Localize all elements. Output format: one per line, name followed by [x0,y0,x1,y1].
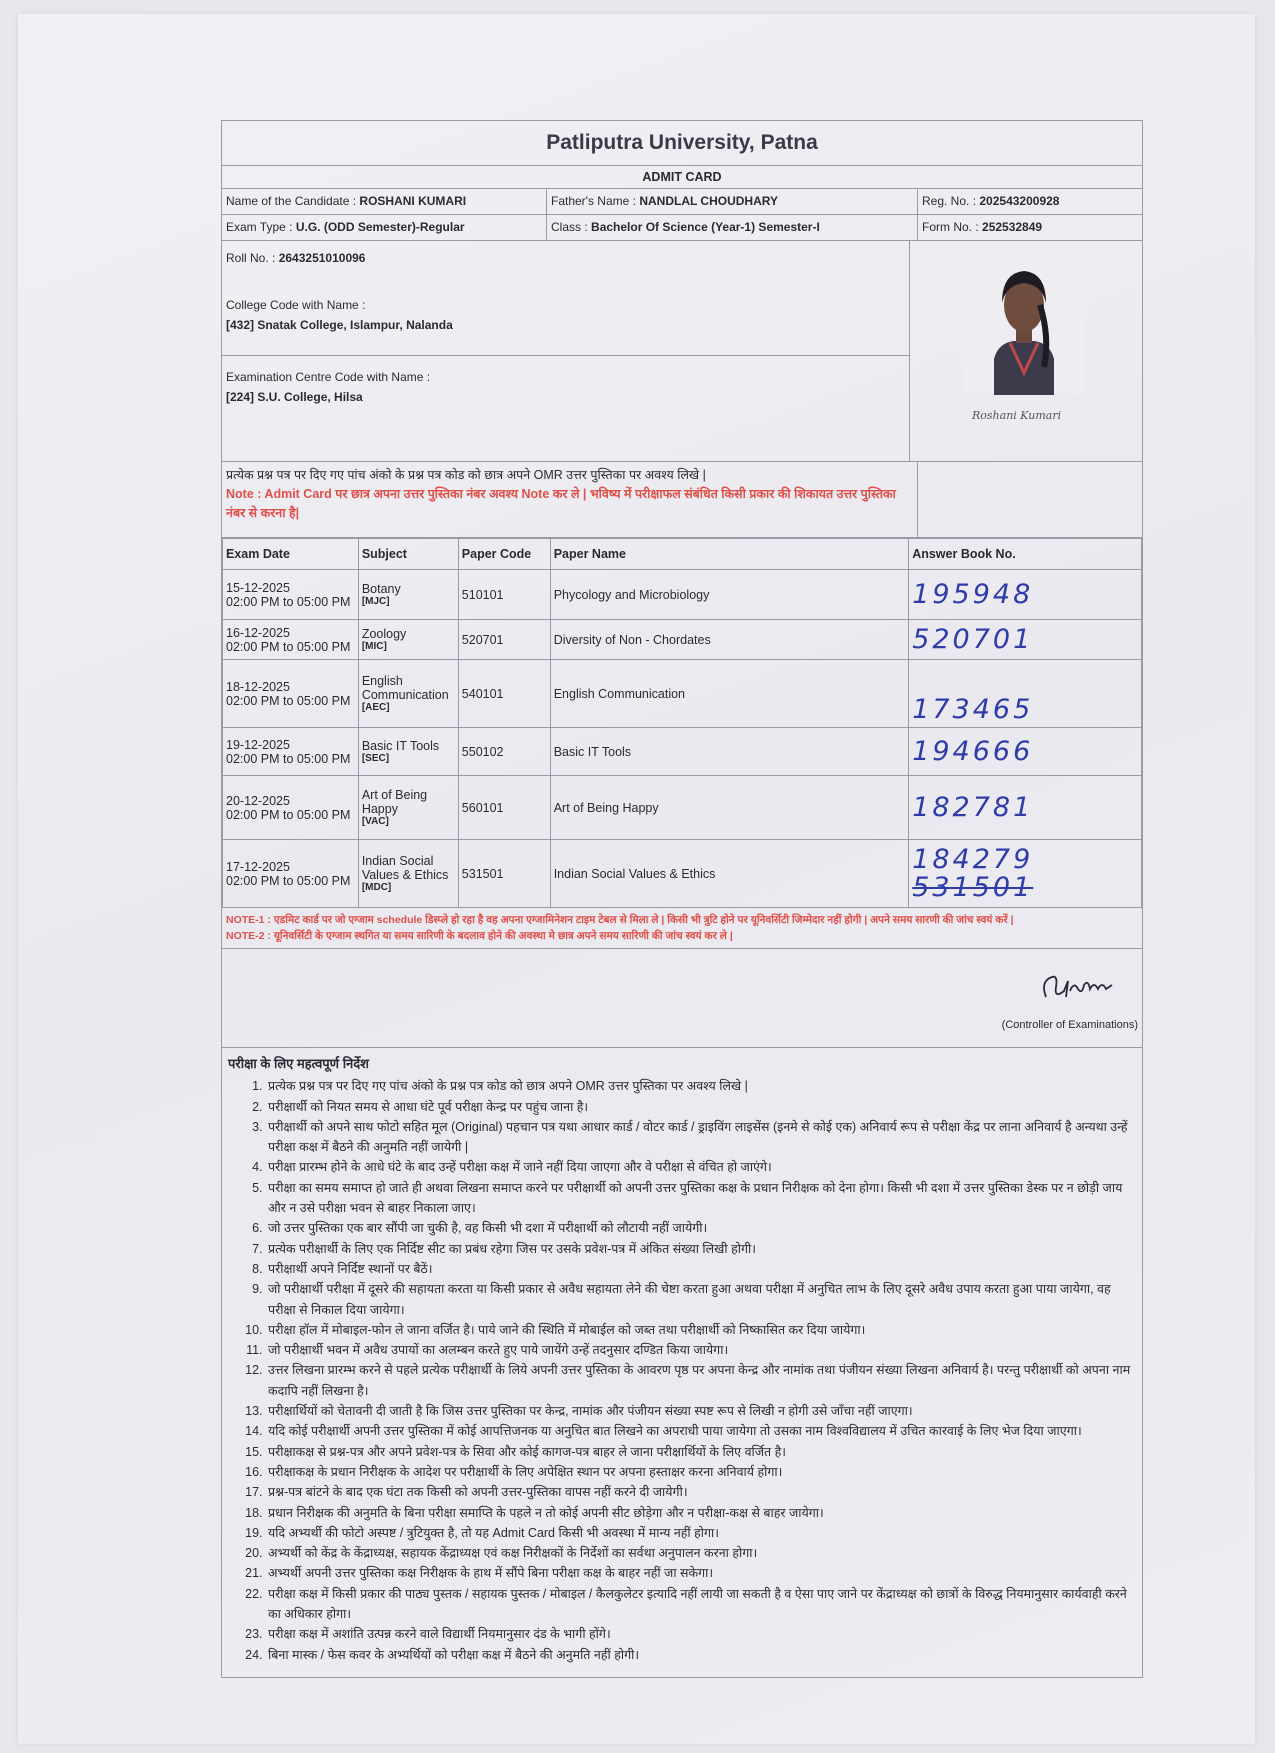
details-left [222,241,910,461]
admit-card [221,120,1143,1678]
paper-sheet [18,14,1255,1744]
exam-type-cell [222,215,547,240]
roll-label: Roll No. : [226,251,276,265]
paper-code: 550102 [458,728,550,776]
class-cell [547,215,918,240]
subject-cell [358,620,458,660]
list-item: 18. प्रधान निरीक्षक की अनुमति के बिना परीक्षा समाप्ति के पहले न तो कोई अपनी सीट छोड़ेगा और न परीक्षा-कक्ष से बाहर जायेगा। [266,1503,1136,1523]
exam-date-cell [223,620,359,660]
exam-date-cell [223,840,359,908]
table-row [223,660,1142,728]
exam-time: 02:00 PM to 05:00 PM [226,873,351,888]
class-value: Bachelor Of Science (Year-1) Semester-I [591,220,820,234]
table-row [223,840,1142,908]
answer-book-no: 173465 [909,660,1142,728]
answer-book-no: 195948 [909,570,1142,620]
photo-signature: Roshani Kumari [972,409,1062,422]
list-item: 12. उत्तर लिखना प्रारम्भ करने से पहले प्रत्येक परीक्षार्थी के लिये अपनी उत्तर पुस्तिका के आवरण पृष्ठ पर अपना केन्द्र और नामांक तथा पंजीयन संख्या लिखना अनिवार्य है। परन्तु परीक्षार्थी को अपना नाम कदापि नहीं लिखना है। [266,1360,1136,1401]
exam-type: U.G. (ODD Semester)-Regular [295,220,465,234]
exam-date-cell [223,570,359,620]
subject: Indian Social Values & Ethics [361,854,449,882]
list-item: 10. परीक्षा हॉल में मोबाइल-फोन ले जाना वर्जित है। पाये जाने की स्थिति में मोबाईल को जब्त तथा परीक्षार्थी को निष्कासित कर दिया जायेगा। [266,1320,1136,1340]
candidate-photo [964,247,1084,395]
paper-code: 540101 [458,660,550,728]
controller-signature [1038,967,1118,1007]
table-row [223,776,1142,840]
paper-name: Indian Social Values & Ethics [550,840,908,908]
exam-date-cell [223,776,359,840]
subject-tag: [MIC] [361,641,387,652]
list-item: 15. परीक्षाकक्ष से प्रश्न-पत्र और अपने प्रवेश-पत्र के सिवा और कोई कागज-पत्र बाहर ले जाना परीक्षार्थियों के लिए वर्जित है। [266,1442,1136,1462]
paper-name: Diversity of Non - Chordates [550,620,908,660]
header-paper-name: Paper Name [550,539,908,570]
exam-time: 02:00 PM to 05:00 PM [226,693,351,708]
answer-book-no: 194666 [909,728,1142,776]
notes-top-text [222,462,918,537]
paper-name: Basic IT Tools [550,728,908,776]
form-label: Form No. : [922,220,979,234]
candidate-name-cell [222,189,547,214]
candidate-details [222,241,1142,462]
photo-cell [910,241,1142,461]
subject-cell [358,728,458,776]
list-item: 3. परीक्षार्थी को अपने साथ फोटो सहित मूल (Original) पहचान पत्र यथा आधार कार्ड / वोटर कार्ड / ड्राइविंग लाइसेंस (इनमे से कोई एक) अनिवार्य रूप से परीक्षा केंद्र पर लाना अनिवार्य है अन्यथा उन्हें परीक्षा कक्ष में बैठने की अनुमति नहीं जायेगी | [266,1117,1136,1158]
form-no: 252532849 [982,220,1043,234]
college-block [226,295,453,335]
instructions-heading: परीक्षा के लिए महत्वपूर्ण निर्देश [228,1056,370,1071]
exam-time: 02:00 PM to 05:00 PM [226,751,351,766]
list-item: 16. परीक्षाकक्ष के प्रधान निरीक्षक के आदेश पर परीक्षार्थी के लिए अपेक्षित स्थान पर अपना हस्ताक्षर करना अनिवार्य होगा। [266,1462,1136,1482]
header-exam-date: Exam Date [223,539,359,570]
list-item: 21. अभ्यर्थी अपनी उत्तर पुस्तिका कक्ष निरीक्षक के हाथ में सौंपे बिना परीक्षा कक्ष के बाहर नहीं जा सकेगा। [266,1563,1136,1583]
subject-cell [358,776,458,840]
list-item: 24. बिना मास्क / फेस कवर के अभ्यर्थियों को परीक्षा कक्ष में बैठने की अनुमति नहीं होगी। [266,1645,1136,1665]
father-name-cell [547,189,918,214]
note-2: NOTE-2 : यूनिवर्सिटी के एग्जाम स्थगित या समय सारिणी के बदलाव होने की अवस्था मे छात्र अपने समय सारिणी की जांच स्वयं कर ले | [226,930,733,942]
paper-name: English Communication [550,660,908,728]
list-item: 7. प्रत्येक परीक्षार्थी के लिए एक निर्दिष्ट सीट का प्रबंध रहेगा जिस पर उसके प्रवेश-पत्र में अंकित संख्या लिखी होगी। [266,1239,1136,1259]
paper-code: 531501 [458,840,550,908]
exam-date: 18-12-2025 [226,679,290,694]
answer-book-note: Note : Admit Card पर छात्र अपना उत्तर पुस्तिका नंबर अवश्य Note कर ले | भविष्य में परीक्षाफल संबंधित किसी प्रकार की शिकायत उत्तर पुस्तिका नंबर से करना है| [226,487,896,520]
table-row [223,728,1142,776]
subject-cell [358,840,458,908]
roll-no: 2643251010096 [278,251,366,265]
subject-cell [358,660,458,728]
answer-book-no: 182781 [909,776,1142,840]
paper-name: Phycology and Microbiology [550,570,908,620]
paper-code: 510101 [458,570,550,620]
exam-time: 02:00 PM to 05:00 PM [226,807,351,822]
list-item: 14. यदि कोई परीक्षार्थी अपनी उत्तर पुस्तिका में कोई आपत्तिजनक या अनुचित बात लिखने का अपराधी पाया जायेगा तो उसका नाम विश्वविद्यालय में उचित कारवाई के लिए भेज दिया जाएगा। [266,1421,1136,1441]
subject-cell [358,570,458,620]
omr-instruction: प्रत्येक प्रश्न पत्र पर दिए गए पांच अंको के प्रश्न पत्र कोड को छात्र अपने OMR उत्तर पुस्तिका पर अवश्य लिखे | [226,468,706,482]
controller-caption: (Controller of Examinations) [1001,1019,1138,1031]
name-label: Name of the Candidate : [226,194,357,208]
list-item: 22. परीक्षा कक्ष में किसी प्रकार की पाठ्य पुस्तक / सहायक पुस्तक / मोबाइल / कैलकुलेटर इत्यादि नहीं लायी जा सकती है व ऐसा पाए जाने पर केंद्राध्यक्ष को छात्रों के विरुद्ध नियमानुसार कार्यवाही करने का अधिकार होगा। [266,1584,1136,1625]
answer-book-no: 184279 [912,843,1034,875]
instructions-section [222,1048,1142,1671]
list-item: 4. परीक्षा प्रारम्भ होने के आधे घंटे के बाद उन्हें परीक्षा कक्ष में जाने नहीं दिया जाएगा और वे परीक्षा से वंचित हो जाएंगे। [266,1157,1136,1177]
exam-date: 20-12-2025 [226,793,290,808]
exam-time: 02:00 PM to 05:00 PM [226,594,351,609]
paper-name: Art of Being Happy [550,776,908,840]
answer-book-cell [909,840,1142,908]
subject: Basic IT Tools [361,739,440,753]
exam-date: 15-12-2025 [226,580,290,595]
reg-label: Reg. No. : [922,194,977,208]
centre-label: Examination Centre Code with Name : [226,370,431,384]
subject-tag: [SEC] [361,753,390,764]
list-item: 1. प्रत्येक प्रश्न पत्र पर दिए गए पांच अंको के प्रश्न पत्र कोड को छात्र अपने OMR उत्तर पुस्तिका पर अवश्य लिखे | [266,1076,1136,1096]
doc-type-title: ADMIT CARD [222,166,1142,189]
class-label: Class : [551,220,588,234]
header-paper-code: Paper Code [458,539,550,570]
subject-tag: [AEC] [361,702,390,713]
roll-no-block [226,251,365,265]
header-answer-book: Answer Book No. [909,539,1142,570]
list-item: 8. परीक्षार्थी अपने निर्दिष्ट स्थानों पर बैठें। [266,1259,1136,1279]
centre-name: [224] S.U. College, Hilsa [226,390,363,404]
controller-block [222,949,1142,1048]
subject: Botany [361,582,401,596]
note-1: NOTE-1 : एडमिट कार्ड पर जो एग्जाम schedule डिस्प्ले हो रहा है वह अपना एग्जामिनेशन टाइम टेबल से मिला ले | किसी भी त्रुटि होने पर यूनिवर्सिटी जिम्मेदार नहीं होगी | अपने समय सारणी की जांच स्वयं करें | [226,914,1014,926]
father-name: NANDLAL CHOUDHARY [639,194,778,208]
answer-book-no: 520701 [909,620,1142,660]
exam-date: 17-12-2025 [226,859,290,874]
list-item: 2. परीक्षार्थी को नियत समय से आधा घंटे पूर्व परीक्षा केन्द्र पर पहुंच जाना है। [266,1097,1136,1117]
table-header-row [223,539,1142,570]
exam-date: 16-12-2025 [226,625,290,640]
university-title: Patliputra University, Patna [222,121,1142,166]
reg-no-cell [918,189,1142,214]
footnotes [222,908,1142,949]
centre-block [226,367,430,407]
candidate-name: ROSHANI KUMARI [359,194,467,208]
subject-tag: [MDC] [361,882,392,893]
paper-code: 520701 [458,620,550,660]
instructions-list [228,1076,1136,1665]
exam-schedule-table [222,538,1142,908]
subject: English Communication [361,674,449,702]
reg-no: 202543200928 [979,194,1060,208]
form-no-cell [918,215,1142,240]
list-item: 19. यदि अभ्यर्थी की फोटो अस्पष्ट / त्रुटियुक्त है, तो यह Admit Card किसी भी अवस्था में मान्य नहीं होगा। [266,1523,1136,1543]
subject: Art of Being Happy [361,788,428,816]
subject: Zoology [361,627,407,641]
list-item: 20. अभ्यर्थी को केंद्र के केंद्राध्यक्ष, सहायक केंद्राध्यक्ष एवं कक्ष निरीक्षकों के निर्देशों का सर्वथा अनुपालन करना होगा। [266,1543,1136,1563]
father-label: Father's Name : [551,194,636,208]
list-item: 11. जो परीक्षार्थी भवन में अवैध उपायों का अलम्बन करते हुए पाये जायेंगे उन्हें तदनुसार दण्डित किया जायेगा। [266,1340,1136,1360]
subject-tag: [VAC] [361,816,389,827]
exam-type-label: Exam Type : [226,220,293,234]
college-name: [432] Snatak College, Islampur, Nalanda [226,318,453,332]
subject-tag: [MJC] [361,596,390,607]
table-row [223,620,1142,660]
exam-time: 02:00 PM to 05:00 PM [226,639,351,654]
answer-book-struck: 531501 [912,871,1034,903]
list-item: 17. प्रश्न-पत्र बांटने के बाद एक घंटा तक किसी को अपनी उत्तर-पुस्तिका वापस नहीं करने दी जायेगी। [266,1482,1136,1502]
notes-top-blank [918,462,1142,537]
college-label: College Code with Name : [226,298,366,312]
exam-date-cell [223,660,359,728]
exam-date: 19-12-2025 [226,737,290,752]
list-item: 9. जो परीक्षार्थी परीक्षा में दूसरे की सहायता करता या किसी प्रकार से अवैध सहायता लेने की चेष्टा करता हुआ अथवा परीक्षा में अनुचित लाभ के लिए दूसरे अवैध उपाय करता हुआ पाया जायेगा, वह परीक्षा से निकाल दिया जायेगा। [266,1279,1136,1320]
header-subject: Subject [358,539,458,570]
candidate-row-1 [222,189,1142,215]
paper-code: 560101 [458,776,550,840]
list-item: 13. परीक्षार्थियों को चेतावनी दी जाती है कि जिस उत्तर पुस्तिका पर केन्द्र, नामांक और पंजीयन संख्या स्पष्ट रूप से लिखी न होगी उसे जाँचा नहीं जाएगा। [266,1401,1136,1421]
list-item: 6. जो उत्तर पुस्तिका एक बार सौंपी जा चुकी है, वह किसी भी दशा में परीक्षार्थी को लौटायी नहीं जायेगी। [266,1218,1136,1238]
table-row [223,570,1142,620]
candidate-row-2 [222,215,1142,241]
notes-top [222,462,1142,538]
divider [222,355,909,356]
list-item: 5. परीक्षा का समय समाप्त हो जाते ही अथवा लिखना समाप्त करने पर परीक्षार्थी को अपनी उत्तर पुस्तिका कक्ष के प्रधान निरीक्षक को देना होगा। किसी भी दशा में उत्तर पुस्तिका डेस्क पर न छोड़ी जाय और न उसे परीक्षा भवन से बाहर निकाला जाए। [266,1178,1136,1219]
exam-date-cell [223,728,359,776]
list-item: 23. परीक्षा कक्ष में अशांति उत्पन्न करने वाले विद्यार्थी नियमानुसार दंड के भागी होंगे। [266,1624,1136,1644]
